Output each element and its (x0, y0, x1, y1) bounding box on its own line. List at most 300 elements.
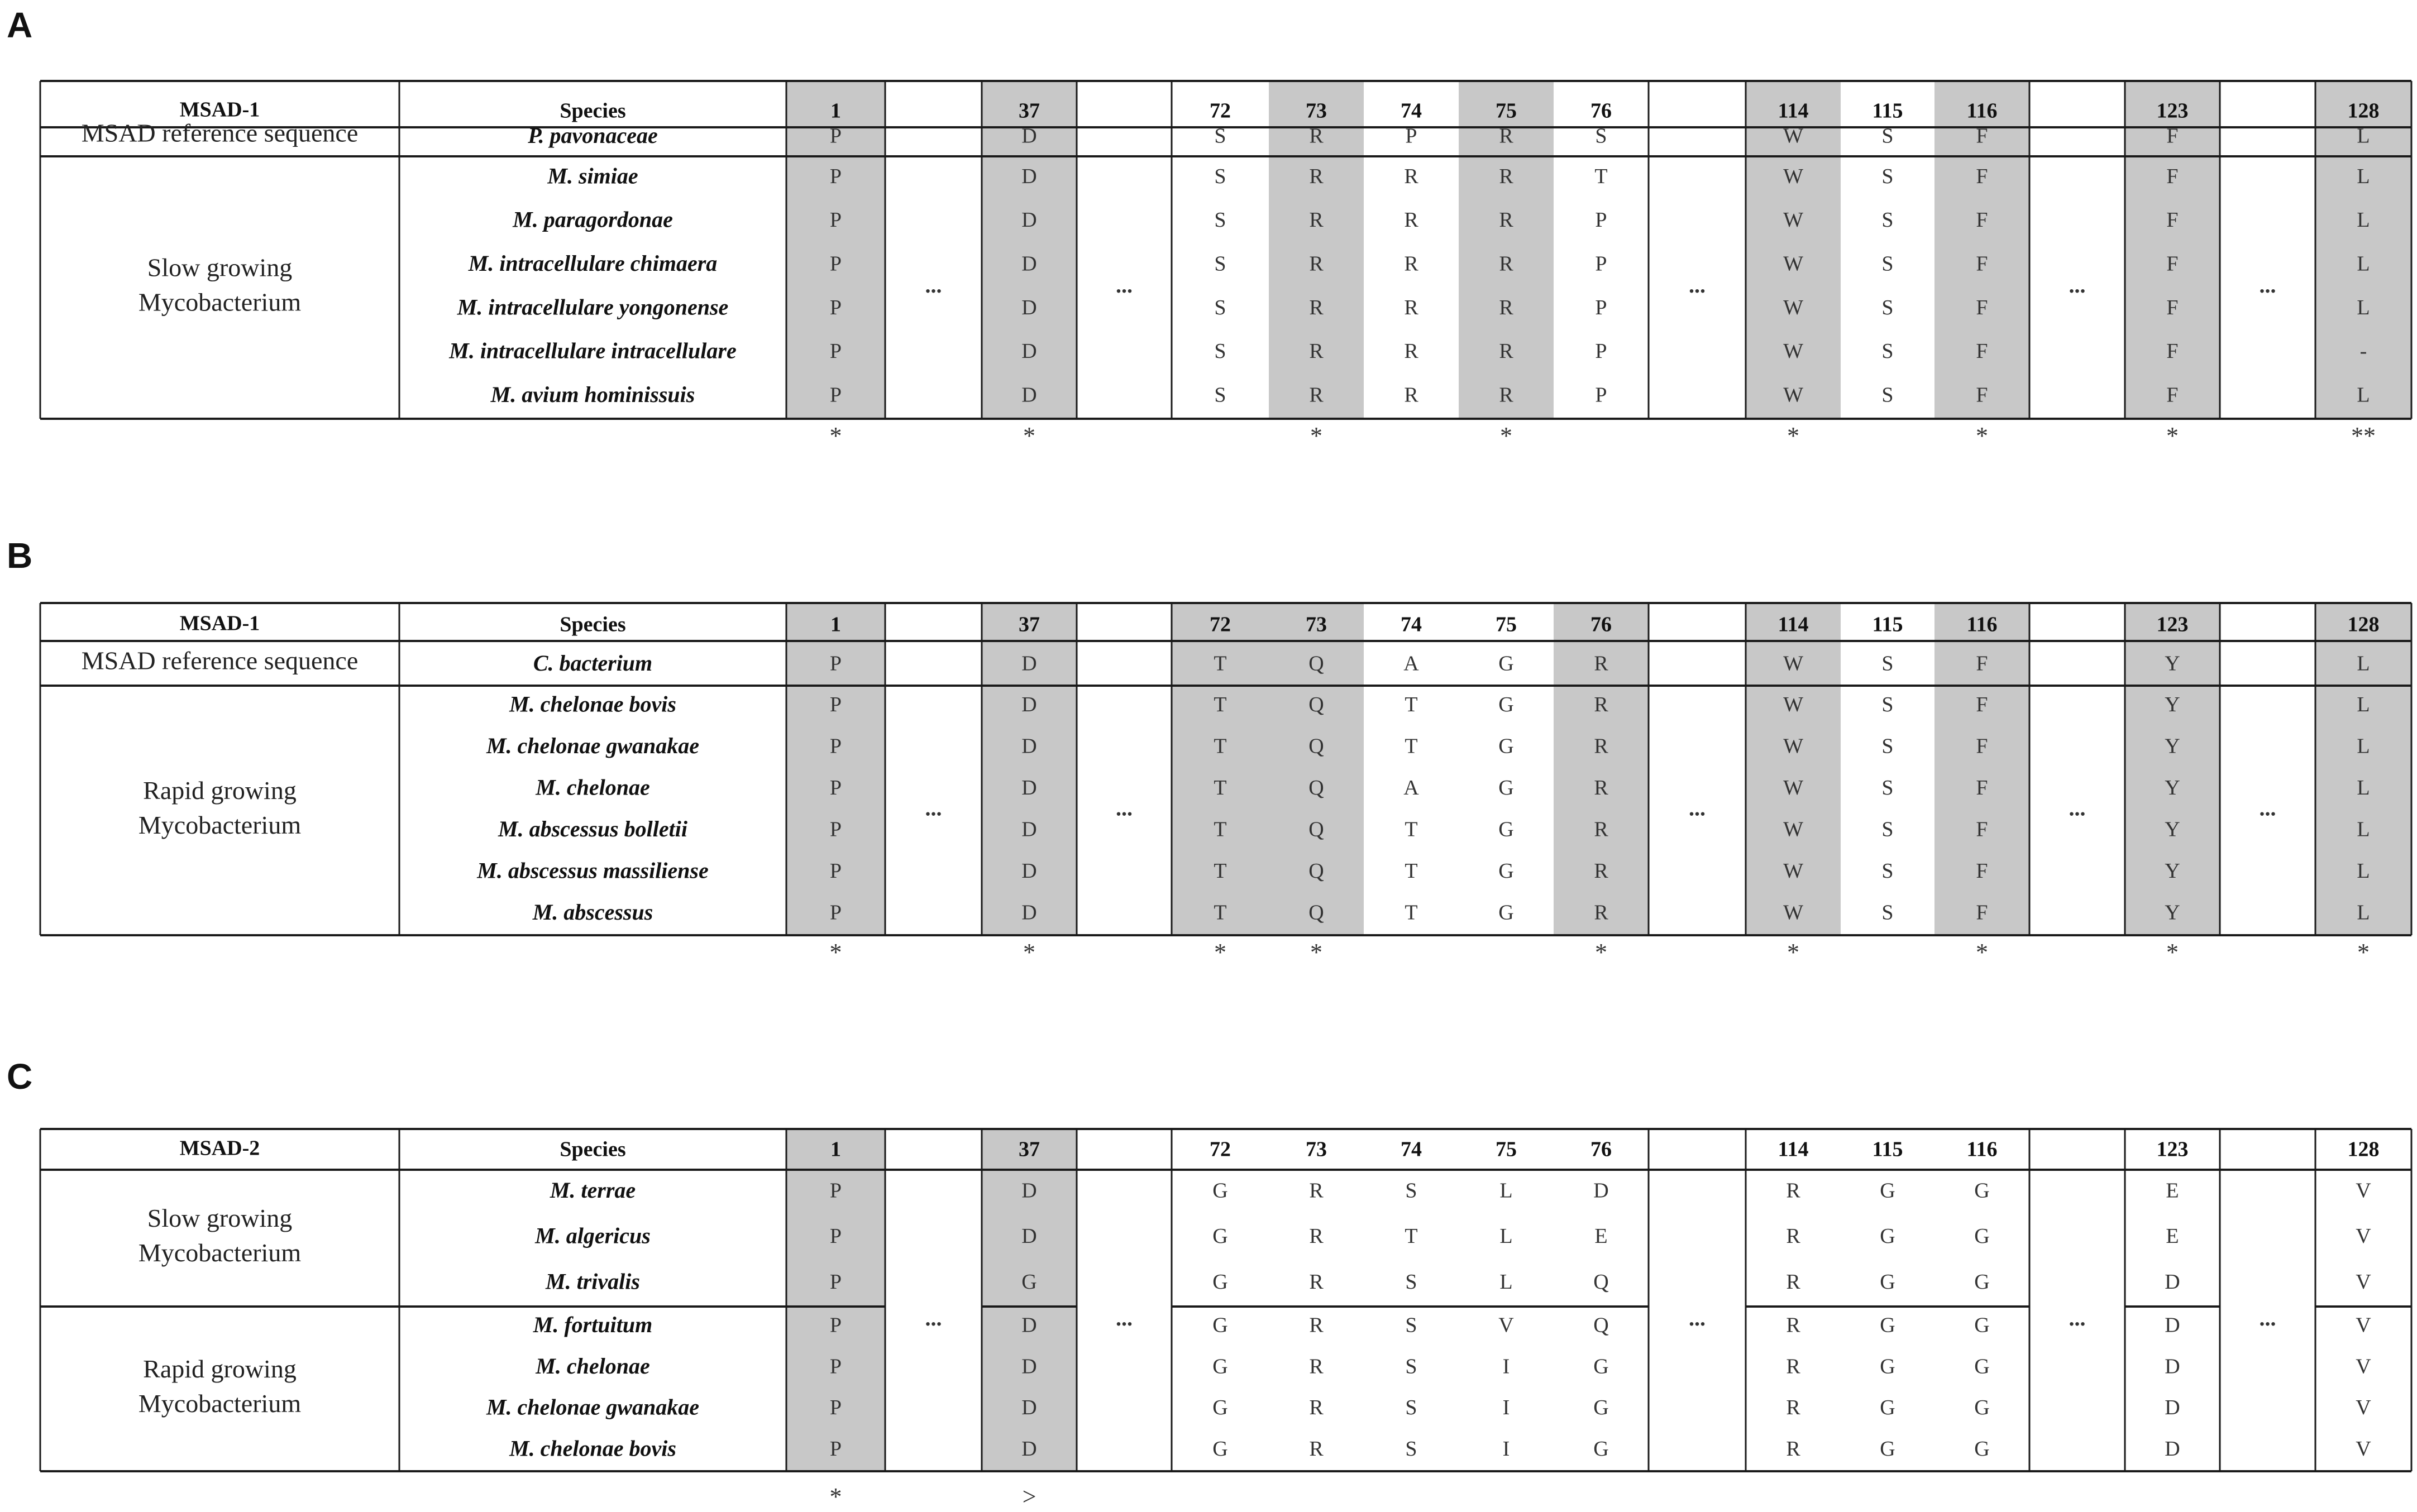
panel-c-residue: S (1405, 1270, 1417, 1294)
panel-a-residue: F (1976, 383, 1988, 407)
panel-b-reference-residue: D (1021, 652, 1037, 676)
panel-b-residue: R (1594, 859, 1608, 883)
panel-b-residue: R (1594, 901, 1608, 925)
panel-b-position-label: 75 (1496, 613, 1517, 637)
panel-a-conservation-mark: * (1023, 422, 1035, 450)
panel-b-residue: R (1594, 692, 1608, 716)
panel-b-species-name: M. chelonae bovis (509, 691, 676, 717)
panel-b-residue: Q (1308, 692, 1324, 716)
panel-b-position-label: 74 (1401, 613, 1422, 637)
panel-b-reference-residue: S (1881, 652, 1894, 676)
panel-b-residue: W (1783, 901, 1803, 925)
panel-c-residue: D (1021, 1437, 1037, 1461)
panel-c-species-name: M. fortuitum (533, 1312, 653, 1338)
panel-a-position-label: 114 (1778, 99, 1809, 123)
panel-b-gap-ellipsis: ... (2069, 795, 2086, 821)
panel-b-group-name: Mycobacterium (138, 811, 302, 840)
panel-b-residue: G (1498, 817, 1514, 841)
panel-c-position-label: 123 (2156, 1137, 2189, 1161)
panel-b-residue: P (829, 734, 842, 758)
panel-c-conservation-mark: * (829, 1483, 842, 1511)
panel-c-header-title: MSAD-2 (179, 1136, 260, 1160)
panel-c-residue: R (1786, 1313, 1800, 1337)
panel-a-residue: P (829, 383, 842, 407)
panel-c-position-label: 1 (830, 1137, 841, 1161)
panel-b-conservation-mark: * (1214, 939, 1226, 966)
panel-a-residue: W (1783, 339, 1803, 363)
panel-b-residue: G (1498, 901, 1514, 925)
panel-a-residue: R (1404, 295, 1418, 319)
panel-c-gap-ellipsis: ... (925, 1305, 942, 1331)
panel-a-residue: R (1404, 164, 1418, 188)
panel-c-residue: E (2166, 1179, 2179, 1203)
panel-b-residue: Q (1308, 859, 1324, 883)
panel-a-residue: F (1976, 339, 1988, 363)
panel-c-residue: G (1212, 1355, 1228, 1379)
panel-a-reference-residue: F (1976, 124, 1988, 148)
panel-a-group-name: Mycobacterium (138, 288, 302, 317)
panel-c-residue: D (1021, 1179, 1037, 1203)
panel-a-position-label: 73 (1306, 99, 1327, 123)
panel-c-residue: V (2356, 1224, 2371, 1248)
panel-a-residue: F (2166, 164, 2179, 188)
panel-b-residue: T (1405, 734, 1418, 758)
panel-c-residue: G (1974, 1396, 1990, 1420)
panel-a-position-label: 1 (830, 99, 841, 123)
panel-c-species-name: M. terrae (550, 1178, 636, 1203)
panel-b-reference-label: MSAD reference sequence (81, 646, 359, 675)
panel-c-residue: D (2165, 1270, 2180, 1294)
panel-c-residue: R (1786, 1355, 1800, 1379)
panel-b-gap-ellipsis: ... (1116, 795, 1133, 821)
panel-c-residue: R (1309, 1396, 1324, 1420)
panel-b-residue: Y (2165, 692, 2180, 716)
panel-b-residue: D (1021, 776, 1037, 800)
panel-b-residue: D (1021, 901, 1037, 925)
panel-c-residue: G (1974, 1355, 1990, 1379)
panel-a-residue: F (2166, 383, 2179, 407)
panel-b-species-name: M. chelonae (536, 774, 650, 800)
panel-a-residue: L (2357, 252, 2370, 276)
panel-a-residue: W (1783, 164, 1803, 188)
panel-a-gap-ellipsis: ... (2069, 272, 2086, 298)
panel-c-residue: L (1499, 1270, 1513, 1294)
panel-c-species-name: M. algericus (535, 1223, 651, 1248)
panel-b-residue: P (829, 817, 842, 841)
panel-b-reference-residue: T (1214, 652, 1227, 676)
panel-c-gap-ellipsis: ... (1116, 1305, 1133, 1331)
panel-b-position-label: 73 (1306, 613, 1327, 637)
panel-c-position-label: 115 (1872, 1137, 1903, 1161)
panel-b-residue: R (1594, 734, 1608, 758)
panel-c-residue: G (1593, 1437, 1609, 1461)
panel-b-residue: F (1976, 859, 1988, 883)
panel-a-residue: F (2166, 252, 2179, 276)
panel-c-residue: P (829, 1179, 842, 1203)
panel-a-reference-residue: D (1021, 124, 1037, 148)
panel-c-residue: P (829, 1355, 842, 1379)
panel-c-residue: R (1786, 1396, 1800, 1420)
panel-a-residue: F (2166, 295, 2179, 319)
panel-a-residue: R (1499, 164, 1513, 188)
panel-b-species-name: M. abscessus bolletii (498, 816, 687, 841)
panel-c-residue: G (1212, 1396, 1228, 1420)
panel-a-residue: R (1499, 252, 1513, 276)
panel-a-residue: S (1881, 164, 1894, 188)
panel-b-position-label: 1 (830, 613, 841, 637)
panel-a-residue: P (1595, 252, 1607, 276)
panel-b-conservation-mark: * (2357, 939, 2370, 966)
panel-b-position-label: 115 (1872, 613, 1903, 637)
panel-a-residue: R (1499, 339, 1513, 363)
panel-a-residue: S (1881, 208, 1894, 232)
panel-b-gap-ellipsis: ... (2259, 795, 2276, 821)
panel-c-residue: R (1309, 1313, 1324, 1337)
panel-b-species-header: Species (560, 613, 626, 637)
panel-c-position-label: 37 (1019, 1137, 1040, 1161)
panel-a-residue: P (829, 164, 842, 188)
panel-c-residue: R (1786, 1270, 1800, 1294)
panel-a-reference-residue: P (1405, 124, 1417, 148)
panel-c-residue: R (1309, 1355, 1324, 1379)
panel-c-residue: P (829, 1313, 842, 1337)
panel-c-residue: I (1502, 1396, 1510, 1420)
panel-c-residue: V (2356, 1437, 2371, 1461)
panel-b-residue: S (1881, 859, 1894, 883)
panel-a-residue: F (1976, 208, 1988, 232)
panel-c-residue: D (2165, 1396, 2180, 1420)
panel-c-residue: R (1786, 1224, 1800, 1248)
panel-c-residue: Q (1593, 1313, 1609, 1337)
panel-a-residue: D (1021, 295, 1037, 319)
panel-a-residue: S (1214, 339, 1226, 363)
panel-a-position-label: 116 (1966, 99, 1998, 123)
panel-a-residue: S (1214, 164, 1226, 188)
panel-c-residue: Q (1593, 1270, 1609, 1294)
panel-a-reference-residue: S (1595, 124, 1607, 148)
panel-c-residue: V (1498, 1313, 1514, 1337)
panel-a-position-label: 76 (1590, 99, 1612, 123)
panel-a-residue: W (1783, 295, 1803, 319)
panel-b-residue: S (1881, 817, 1894, 841)
panel-a-position-label: 72 (1210, 99, 1231, 123)
panel-c-residue: D (2165, 1313, 2180, 1337)
panel-a-residue: P (829, 339, 842, 363)
panel-c-residue: D (2165, 1355, 2180, 1379)
panel-a-group-name: Slow growing (147, 253, 293, 282)
panel-c-species-name: M. chelonae gwanakae (486, 1394, 700, 1420)
panel-a-residue: D (1021, 383, 1037, 407)
panel-a-residue: R (1309, 208, 1324, 232)
panel-b-conservation-mark: * (1023, 939, 1035, 966)
panel-a-reference-residue: P (829, 124, 842, 148)
panel-b-reference-residue: Y (2165, 652, 2180, 676)
panel-c-residue: D (1021, 1313, 1037, 1337)
panel-c-residue: G (1974, 1179, 1990, 1203)
panel-b-reference-residue: P (829, 652, 842, 676)
panel-a-residue: S (1214, 295, 1226, 319)
panel-b-residue: T (1214, 776, 1227, 800)
panel-c-residue: S (1405, 1355, 1417, 1379)
panel-c-group-name: Slow growing (147, 1204, 293, 1233)
panel-a-species-name: M. intracellulare chimaera (468, 251, 718, 276)
panel-c-residue: G (1593, 1396, 1609, 1420)
panel-b-conservation-mark: * (829, 939, 842, 966)
panel-c-residue: V (2356, 1355, 2371, 1379)
panel-b-residue: Y (2165, 901, 2180, 925)
panel-a-conservation-mark: * (829, 422, 842, 450)
panel-a-residue: D (1021, 339, 1037, 363)
panel-b-conservation-mark: * (1976, 939, 1988, 966)
panel-a-residue: S (1881, 295, 1894, 319)
panel-b-residue: W (1783, 692, 1803, 716)
panel-c-residue: G (1974, 1313, 1990, 1337)
panel-a-position-label: 123 (2156, 99, 2189, 123)
panel-c-species-name: M. chelonae bovis (509, 1436, 676, 1461)
panel-b-residue: A (1403, 776, 1419, 800)
panel-c-residue: V (2356, 1313, 2371, 1337)
panel-a-residue: S (1214, 252, 1226, 276)
panel-a-residue: D (1021, 164, 1037, 188)
panel-a-conservation-mark: * (1500, 422, 1512, 450)
panel-b-reference-residue: G (1498, 652, 1514, 676)
panel-a-gap-ellipsis: ... (1689, 272, 1706, 298)
panel-c-gap-ellipsis: ... (1689, 1305, 1706, 1331)
panel-a-species-name: M. avium hominissuis (490, 382, 695, 408)
panel-c-position-label: 74 (1401, 1137, 1422, 1161)
panel-c-residue: G (1593, 1355, 1609, 1379)
panel-b-residue: R (1594, 817, 1608, 841)
panel-c-residue: D (2165, 1437, 2180, 1461)
panel-a-residue: W (1783, 383, 1803, 407)
panel-a-residue: F (1976, 252, 1988, 276)
panel-b-conservation-mark: * (2166, 939, 2179, 966)
panel-a-conservation-mark: * (2166, 422, 2179, 450)
panel-c-residue: G (1021, 1270, 1037, 1294)
panel-c-residue: E (2166, 1224, 2179, 1248)
panel-a-residue: D (1021, 208, 1037, 232)
panel-b-residue: T (1214, 734, 1227, 758)
panel-c-residue: P (829, 1396, 842, 1420)
panel-b-residue: P (829, 692, 842, 716)
panel-a-residue: R (1404, 252, 1418, 276)
panel-b-species-name: M. abscessus (532, 899, 653, 925)
panel-c-position-label: 116 (1966, 1137, 1998, 1161)
panel-c-residue: G (1212, 1179, 1228, 1203)
panel-c-residue: S (1405, 1396, 1417, 1420)
panel-c-residue: D (1021, 1396, 1037, 1420)
panel-b-residue: W (1783, 734, 1803, 758)
panel-b-residue: T (1214, 859, 1227, 883)
panel-a-species-name: M. intracellulare yongonense (457, 294, 729, 320)
panel-a-residue: D (1021, 252, 1037, 276)
panel-c-residue: R (1786, 1437, 1800, 1461)
panel-b-residue: D (1021, 817, 1037, 841)
panel-b-residue: S (1881, 901, 1894, 925)
panel-b-residue: L (2357, 734, 2370, 758)
panel-b-position-label: 72 (1210, 613, 1231, 637)
panel-c-residue: V (2356, 1396, 2371, 1420)
panel-a-residue: L (2357, 383, 2370, 407)
panel-c-position-label: 72 (1210, 1137, 1231, 1161)
panel-a-residue: R (1309, 383, 1324, 407)
panel-c-group-name: Rapid growing (143, 1355, 297, 1384)
panel-a-position-label: 115 (1872, 99, 1903, 123)
panel-b-position-label: 128 (2347, 613, 2380, 637)
panel-a-residue: P (829, 252, 842, 276)
panel-a-residue: W (1783, 208, 1803, 232)
panel-c-group-name: Mycobacterium (138, 1389, 302, 1418)
panel-c-residue: S (1405, 1179, 1417, 1203)
panel-b-reference-residue: W (1783, 652, 1803, 676)
panel-b-residue: P (829, 859, 842, 883)
panel-c-residue: E (1594, 1224, 1608, 1248)
panel-b-residue: W (1783, 776, 1803, 800)
panel-c-residue: G (1880, 1179, 1895, 1203)
panel-b-position-label: 116 (1966, 613, 1998, 637)
panel-a-reference-residue: R (1499, 124, 1513, 148)
panel-a-conservation-mark: * (1976, 422, 1988, 450)
panel-c-gap-ellipsis: ... (2069, 1305, 2086, 1331)
panel-b-residue: F (1976, 901, 1988, 925)
panel-a-residue: F (1976, 164, 1988, 188)
panel-b-residue: P (829, 776, 842, 800)
panel-a-residue: R (1309, 339, 1324, 363)
panel-b-residue: Y (2165, 776, 2180, 800)
panel-a-residue: R (1404, 208, 1418, 232)
panel-a-gap-ellipsis: ... (925, 272, 942, 298)
panel-c-residue: V (2356, 1270, 2371, 1294)
panel-c-gap-ellipsis: ... (2259, 1305, 2276, 1331)
panel-c-residue: I (1502, 1355, 1510, 1379)
panel-a-conservation-mark: ** (2351, 422, 2376, 450)
panel-b-residue: D (1021, 859, 1037, 883)
panel-a-residue: R (1309, 295, 1324, 319)
panel-a-residue: R (1499, 383, 1513, 407)
panel-a-residue: F (1976, 295, 1988, 319)
panel-b-reference-species: C. bacterium (533, 650, 653, 676)
panel-b-conservation-mark: * (1595, 939, 1607, 966)
panel-a-residue: R (1499, 208, 1513, 232)
panel-c-residue: G (1880, 1396, 1895, 1420)
panel-b-residue: F (1976, 817, 1988, 841)
panel-c-residue: R (1309, 1179, 1324, 1203)
panel-c-residue: S (1405, 1437, 1417, 1461)
panel-c-position-label: 73 (1306, 1137, 1327, 1161)
panel-a-label: A (7, 4, 33, 45)
panel-b-residue: T (1405, 901, 1418, 925)
panel-c-position-label: 76 (1590, 1137, 1612, 1161)
panel-b-reference-residue: A (1403, 652, 1419, 676)
panel-a-gap-ellipsis: ... (2259, 272, 2276, 298)
panel-a-species-name: M. intracellulare intracellulare (449, 338, 737, 363)
panel-a-residue: W (1783, 252, 1803, 276)
panel-b-reference-residue: Q (1308, 652, 1324, 676)
panel-b-position-label: 114 (1778, 613, 1809, 637)
panel-a-position-label: 74 (1401, 99, 1422, 123)
panel-b-residue: L (2357, 859, 2370, 883)
panel-a-residue: R (1499, 295, 1513, 319)
panel-a-reference-residue: S (1214, 124, 1226, 148)
panel-a-residue: - (2359, 339, 2367, 363)
panel-c-residue: G (1880, 1224, 1895, 1248)
panel-a-species-header: Species (560, 99, 626, 123)
panel-c-residue: R (1309, 1437, 1324, 1461)
panel-c-residue: D (1593, 1179, 1609, 1203)
panel-c-residue: V (2356, 1179, 2371, 1203)
panel-b-residue: G (1498, 859, 1514, 883)
panel-c-residue: S (1405, 1313, 1417, 1337)
panel-b-residue: G (1498, 734, 1514, 758)
panel-c-conservation-mark: > (1022, 1483, 1036, 1511)
panel-c-residue: G (1880, 1313, 1895, 1337)
panel-a-residue: R (1309, 252, 1324, 276)
panel-b-conservation-mark: * (1787, 939, 1799, 966)
panel-a-residue: P (829, 208, 842, 232)
panel-a-residue: R (1404, 339, 1418, 363)
panel-a-reference-residue: S (1881, 124, 1894, 148)
panel-b-label: B (7, 535, 33, 576)
panel-a-reference-label: MSAD reference sequence (81, 118, 359, 147)
panel-c-residue: R (1786, 1179, 1800, 1203)
panel-b-residue: L (2357, 692, 2370, 716)
panel-c-residue: G (1212, 1313, 1228, 1337)
panel-b-residue: F (1976, 776, 1988, 800)
panel-c-group-name: Mycobacterium (138, 1238, 302, 1267)
panel-b-residue: S (1881, 734, 1894, 758)
panel-b-residue: W (1783, 859, 1803, 883)
panel-b-residue: F (1976, 734, 1988, 758)
panel-c-position-label: 75 (1496, 1137, 1517, 1161)
panel-b-reference-residue: F (1976, 652, 1988, 676)
panel-a-residue: R (1404, 383, 1418, 407)
panel-c-residue: G (1974, 1437, 1990, 1461)
panel-b-residue: G (1498, 776, 1514, 800)
panel-c-residue: I (1502, 1437, 1510, 1461)
panel-c-residue: D (1021, 1355, 1037, 1379)
panel-c-residue: G (1212, 1270, 1228, 1294)
panel-b-residue: L (2357, 817, 2370, 841)
panel-b-residue: T (1405, 859, 1418, 883)
panel-b-residue: D (1021, 734, 1037, 758)
panel-c-label: C (7, 1056, 33, 1097)
panel-b-residue: Q (1308, 734, 1324, 758)
panel-b-gap-ellipsis: ... (1689, 795, 1706, 821)
panel-a-residue: T (1594, 164, 1608, 188)
panel-a-residue: P (1595, 383, 1607, 407)
panel-a-reference-residue: F (2166, 124, 2179, 148)
panel-c-residue: T (1405, 1224, 1418, 1248)
panel-b-residue: S (1881, 776, 1894, 800)
panel-a-residue: F (2166, 339, 2179, 363)
panel-b-residue: P (829, 901, 842, 925)
panel-b-species-name: M. chelonae gwanakae (486, 733, 700, 758)
panel-c-residue: L (1499, 1224, 1513, 1248)
panel-c-residue: G (1880, 1270, 1895, 1294)
panel-b-residue: Q (1308, 817, 1324, 841)
panel-b-position-label: 123 (2156, 613, 2189, 637)
panel-a-gap-ellipsis: ... (1116, 272, 1133, 298)
panel-a-residue: S (1214, 208, 1226, 232)
panel-c-species-header: Species (560, 1137, 626, 1161)
panel-a-residue: S (1881, 383, 1894, 407)
panel-b-residue: F (1976, 692, 1988, 716)
panel-c-species-name: M. chelonae (536, 1353, 650, 1379)
panel-c-residue: P (829, 1270, 842, 1294)
panel-a-position-label: 128 (2347, 99, 2380, 123)
panel-a-residue: F (2166, 208, 2179, 232)
panel-c-position-label: 128 (2347, 1137, 2380, 1161)
